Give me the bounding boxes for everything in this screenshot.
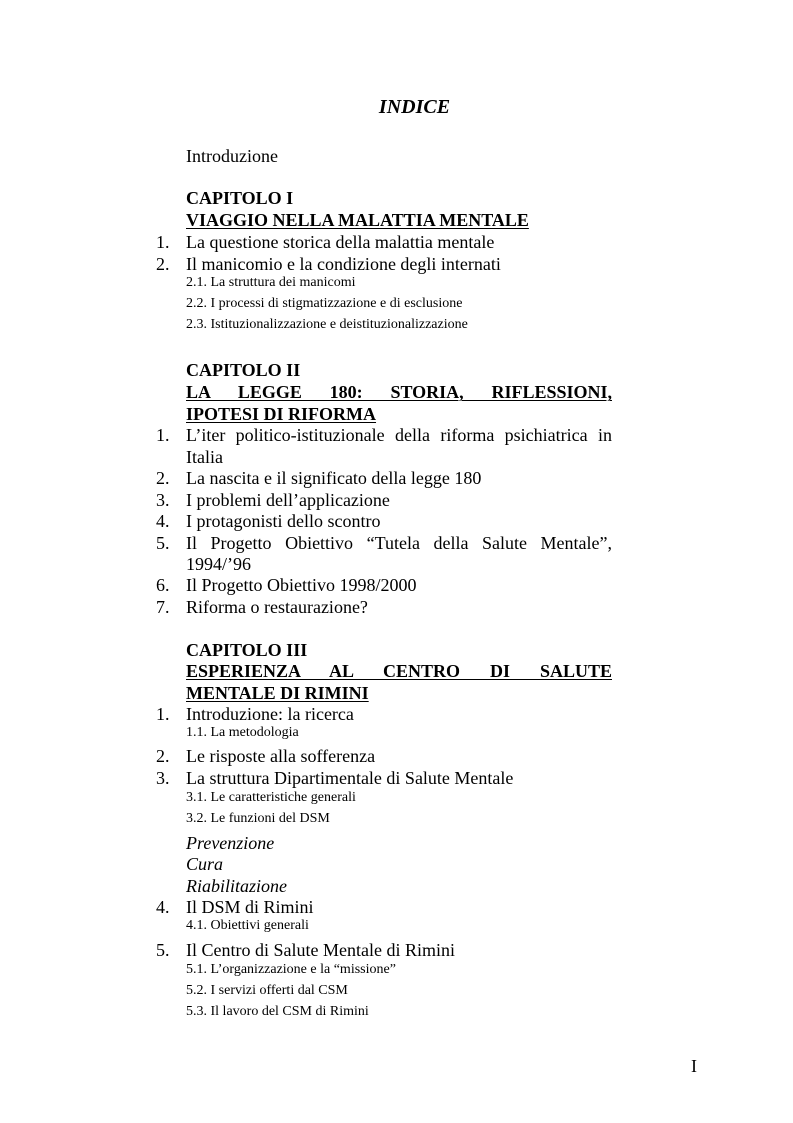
chapter-2-title-line1[interactable]: LA LEGGE 180: STORIA, RIFLESSIONI, [186,382,612,402]
toc-item[interactable]: I protagonisti dello scontro [186,511,381,531]
toc-introduction[interactable]: Introduzione [186,146,278,166]
toc-item[interactable]: La questione storica della malattia mentale [186,232,495,252]
toc-item-number: 1. [156,704,170,724]
toc-item-number: 5. [156,533,170,553]
toc-subitem[interactable]: 2.1. La struttura dei manicomi [186,275,356,290]
toc-subsection-italic[interactable]: Riabilitazione [186,876,287,896]
toc-item-number: 2. [156,468,170,488]
toc-subitem[interactable]: 5.2. I servizi offerti dal CSM [186,983,348,998]
toc-item-number: 3. [156,490,170,510]
toc-item[interactable]: Introduzione: la ricerca [186,704,354,724]
toc-subitem[interactable]: 3.2. Le funzioni del DSM [186,811,330,826]
toc-item[interactable]: I problemi dell’applicazione [186,490,390,510]
toc-subitem[interactable]: 2.2. I processi di stigmatizzazione e di esclusione [186,296,463,311]
chapter-1-title[interactable]: VIAGGIO NELLA MALATTIA MENTALE [186,210,529,230]
toc-subitem[interactable]: 1.1. La metodologia [186,725,299,740]
toc-item[interactable]: Le risposte alla sofferenza [186,746,376,766]
page-number: I [691,1056,697,1076]
toc-item[interactable]: Il Progetto Obiettivo “Tutela della Salute Mentale”, [186,533,612,553]
toc-item-number: 1. [156,425,170,445]
toc-item-number: 4. [156,897,170,917]
chapter-2-label: CAPITOLO II [186,360,301,380]
toc-subitem[interactable]: 2.3. Istituzionalizzazione e deistituzionalizzazione [186,317,468,332]
chapter-2-title-line2[interactable]: IPOTESI DI RIFORMA [186,404,377,424]
chapter-3-label: CAPITOLO III [186,640,308,660]
toc-item-number: 3. [156,768,170,788]
toc-subitem[interactable]: 3.1. Le caratteristiche generali [186,790,356,805]
chapter-3-title-line1[interactable]: ESPERIENZA AL CENTRO DI SALUTE [186,661,612,681]
toc-item[interactable]: L’iter politico-istituzionale della riforma psichiatrica in [186,425,612,445]
toc-subsection-italic[interactable]: Prevenzione [186,833,275,853]
toc-item-number: 1. [156,232,170,252]
toc-item-number: 6. [156,575,170,595]
toc-subitem[interactable]: 4.1. Obiettivi generali [186,918,309,933]
toc-item-continuation[interactable]: 1994/’96 [186,554,251,574]
toc-item[interactable]: Il DSM di Rimini [186,897,314,917]
toc-item-number: 5. [156,940,170,960]
toc-item-number: 4. [156,511,170,531]
toc-item[interactable]: La struttura Dipartimentale di Salute Mentale [186,768,514,788]
toc-subsection-italic[interactable]: Cura [186,854,224,874]
page-title: INDICE [378,96,451,118]
chapter-1-label: CAPITOLO I [186,188,294,208]
toc-item-number: 7. [156,597,170,617]
toc-item[interactable]: Il manicomio e la condizione degli internati [186,254,501,274]
toc-subitem[interactable]: 5.1. L’organizzazione e la “missione” [186,962,396,977]
toc-item-continuation[interactable]: Italia [186,447,223,467]
toc-item[interactable]: La nascita e il significato della legge 180 [186,468,482,488]
toc-item-number: 2. [156,746,170,766]
toc-item-number: 2. [156,254,170,274]
toc-item[interactable]: Il Centro di Salute Mentale di Rimini [186,940,455,960]
chapter-3-title-line2[interactable]: MENTALE DI RIMINI [186,683,369,703]
toc-item[interactable]: Riforma o restaurazione? [186,597,368,617]
toc-subitem[interactable]: 5.3. Il lavoro del CSM di Rimini [186,1004,369,1019]
toc-item[interactable]: Il Progetto Obiettivo 1998/2000 [186,575,417,595]
